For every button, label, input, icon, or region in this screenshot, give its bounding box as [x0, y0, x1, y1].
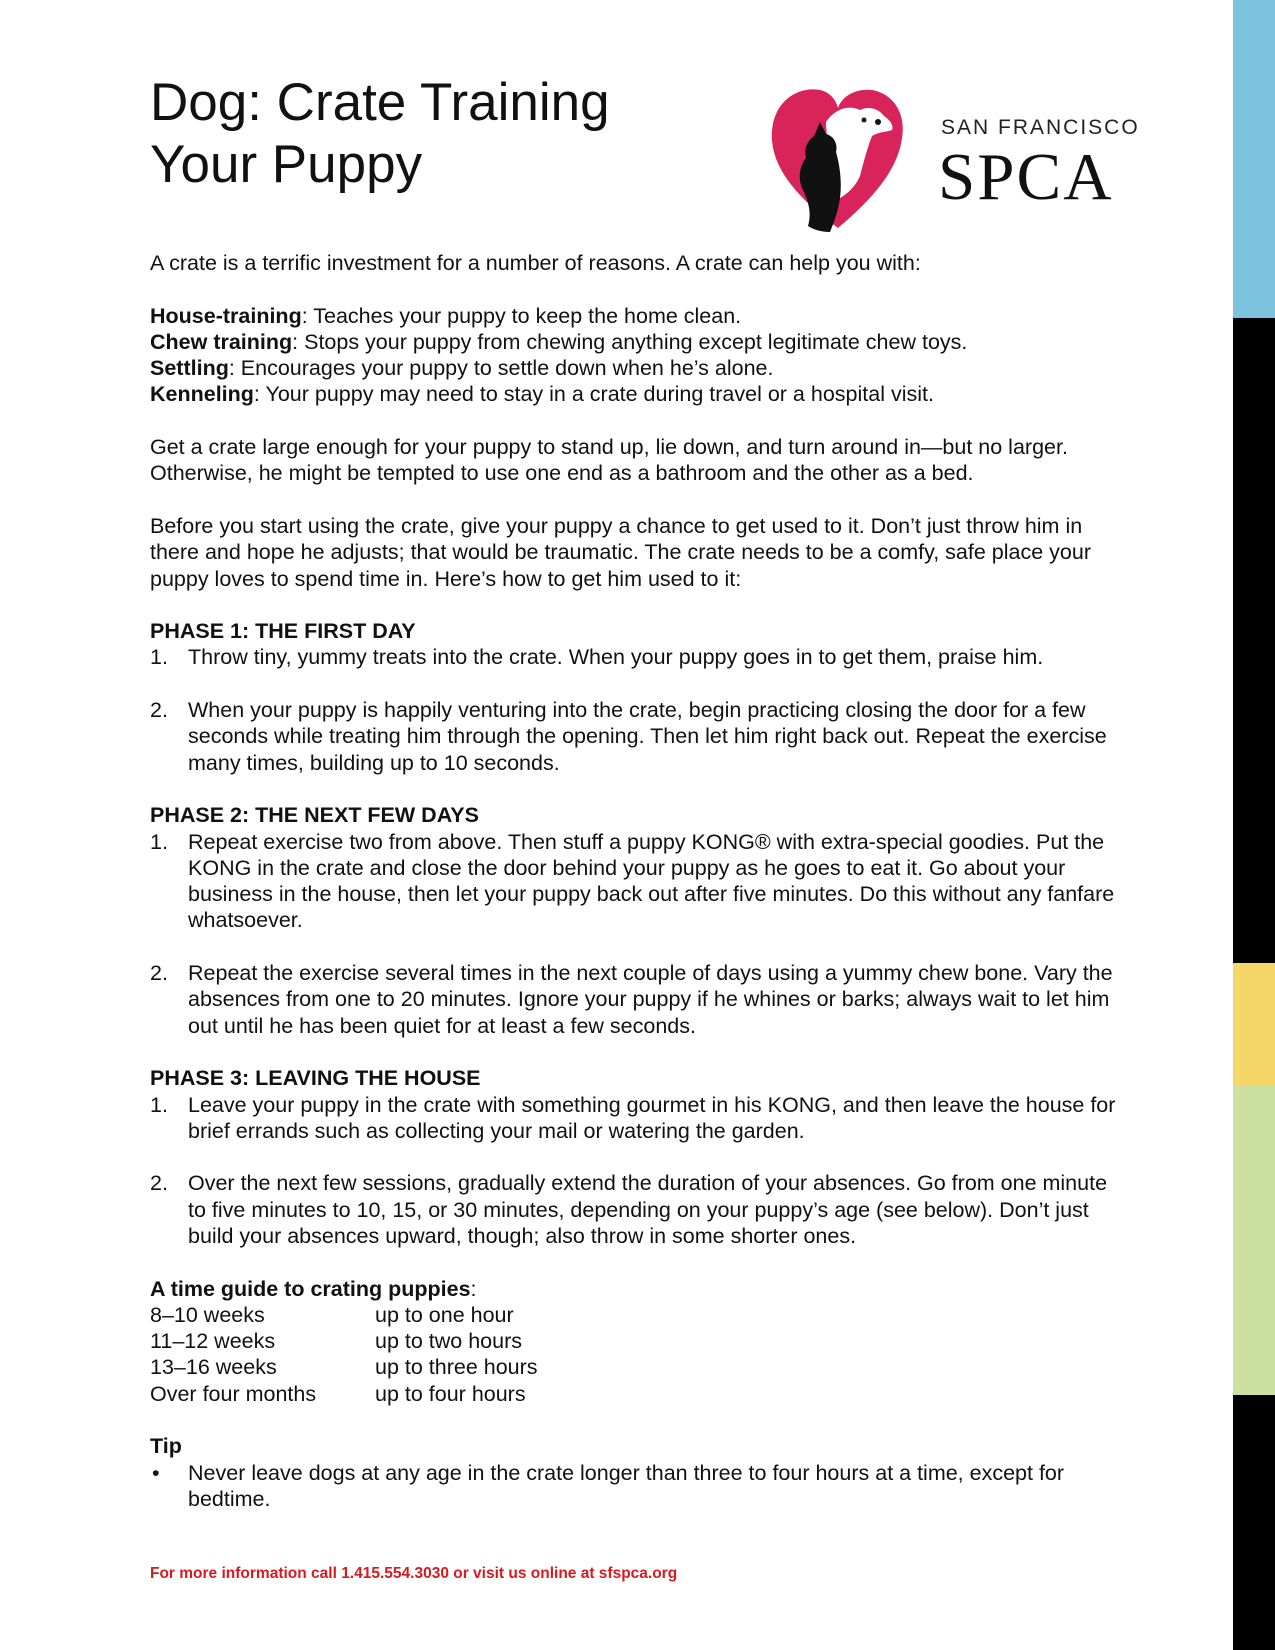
time-guide-title: A time guide to crating puppies:	[150, 1276, 477, 1301]
reason-term: Kenneling	[150, 382, 254, 407]
logo-san-francisco-text: SAN FRANCISCO	[941, 116, 1140, 139]
footer-contact: For more information call 1.415.554.3030 or visit us online at sfspca.org	[150, 1565, 678, 1582]
guide-duration: up to three hours	[375, 1355, 538, 1380]
reason-item	[150, 355, 1130, 381]
sidebar-band-black-bottom	[1233, 1395, 1275, 1650]
page-title	[150, 72, 610, 196]
step-item	[150, 1170, 1130, 1249]
tip-item	[150, 1460, 1130, 1513]
sidebar-band-green	[1233, 1085, 1275, 1395]
step-item	[150, 697, 1130, 776]
time-guide-row	[150, 1328, 1130, 1354]
phase-1-section	[150, 618, 1130, 776]
guide-age: Over four months	[150, 1381, 317, 1406]
document-body	[150, 250, 1130, 1512]
step-text: Over the next few sessions, gradually extend the duration of your absences. Go from one minute to five minutes to 10, 15, or 30 minutes, depending on your puppy’s age (see below). Don’t just build your absences upward, though; also throw in some shorter ones.	[188, 1171, 1108, 1248]
heart-dog-cat-logo-icon	[768, 86, 908, 236]
reason-text: : Your puppy may need to stay in a crate during travel or a hospital visit.	[253, 382, 934, 407]
tip-title: Tip	[150, 1434, 182, 1459]
step-item	[150, 960, 1130, 1039]
step-item	[150, 1092, 1130, 1145]
reasons-list	[150, 303, 1130, 408]
step-number: 1.	[150, 829, 168, 854]
step-text: Throw tiny, yummy treats into the crate. When your puppy goes in to get them, praise him.	[188, 645, 1044, 670]
step-item	[150, 644, 1130, 670]
reason-term: Chew training	[150, 329, 293, 354]
phase-2-steps	[150, 829, 1130, 1039]
step-number: 2.	[150, 961, 168, 986]
step-text: When your puppy is happily venturing into the crate, begin practicing closing the door for a few seconds while treating him through the opening. Then let him right back out. Repeat the exercise many times, building up to 10 seconds.	[188, 698, 1107, 775]
before-start-paragraph: Before you start using the crate, give your puppy a chance to get used to it. Don’t just throw him in there and hope he adjusts; that would be traumatic. The crate needs to be a comfy, safe place your puppy loves to spend time in. Here’s how to get him used to it:	[150, 513, 1091, 591]
time-guide	[150, 1276, 1130, 1407]
guide-age: 11–12 weeks	[150, 1329, 276, 1354]
color-sidebar	[1233, 0, 1275, 1650]
step-number: 1.	[150, 645, 168, 670]
step-number: 1.	[150, 1092, 168, 1117]
guide-duration: up to two hours	[375, 1329, 523, 1354]
phase-1-title: PHASE 1: THE FIRST DAY	[150, 619, 416, 644]
time-guide-row	[150, 1381, 1130, 1407]
intro-paragraph: A crate is a terrific investment for a number of reasons. A crate can help you with:	[150, 251, 921, 275]
time-guide-row	[150, 1302, 1130, 1328]
phase-3-steps	[150, 1092, 1130, 1250]
reason-term: House-training	[150, 303, 302, 328]
step-number: 2.	[150, 698, 168, 723]
step-text: Leave your puppy in the crate with something gourmet in his KONG, and then leave the house for brief errands such as collecting your mail or watering the garden.	[188, 1092, 1116, 1143]
reason-text: : Stops your puppy from chewing anything except legitimate chew toys.	[292, 329, 968, 354]
crate-size-paragraph: Get a crate large enough for your puppy to stand up, lie down, and turn around in—but no larger. Otherwise, he might be tempted to use one end as a bathroom and the other as a bed.	[150, 435, 1068, 486]
reason-text: : Teaches your puppy to keep the home clean.	[301, 303, 742, 328]
step-number: 2.	[150, 1171, 168, 1196]
time-guide-row	[150, 1354, 1130, 1380]
reason-term: Settling	[150, 356, 229, 381]
reason-item	[150, 381, 1130, 407]
reason-item	[150, 303, 1130, 329]
tip-section	[150, 1433, 1130, 1512]
guide-age: 13–16 weeks	[150, 1355, 277, 1380]
spca-logo	[768, 86, 1148, 236]
sidebar-band-yellow	[1233, 963, 1275, 1085]
sidebar-band-black-top	[1233, 318, 1275, 963]
step-item	[150, 829, 1130, 934]
tip-list	[150, 1460, 1130, 1513]
logo-spca-text: SPCA	[938, 140, 1114, 214]
reason-item	[150, 329, 1130, 355]
phase-1-steps	[150, 644, 1130, 775]
page-title-line2: Your Puppy	[150, 135, 423, 194]
bullet-icon: •	[152, 1460, 160, 1485]
step-text: Repeat the exercise several times in the next couple of days using a yummy chew bone. Vary the absences from one to 20 minutes. Ignore your puppy if he whines or barks; always wait to let him out until he has been quiet for at least a few seconds.	[188, 961, 1113, 1038]
phase-2-section	[150, 802, 1130, 1039]
step-text: Repeat exercise two from above. Then stuff a puppy KONG® with extra-special goodies. Put the KONG in the crate and close the door behind your puppy as he goes to eat it. Go about your business in the house, then let your puppy back out after five minutes. Do this without any fanfare whatsoever.	[188, 829, 1115, 933]
phase-3-title: PHASE 3: LEAVING THE HOUSE	[150, 1066, 481, 1091]
tip-text: Never leave dogs at any age in the crate longer than three to four hours at a time, except for bedtime.	[188, 1460, 1065, 1511]
guide-age: 8–10 weeks	[150, 1302, 265, 1327]
phase-3-section	[150, 1065, 1130, 1249]
phase-2-title: PHASE 2: THE NEXT FEW DAYS	[150, 803, 479, 828]
page-title-line1: Dog: Crate Training	[150, 73, 610, 132]
guide-duration: up to four hours	[375, 1381, 526, 1406]
guide-duration: up to one hour	[375, 1302, 514, 1327]
sidebar-band-blue	[1233, 0, 1275, 318]
reason-text: : Encourages your puppy to settle down when he’s alone.	[228, 356, 774, 381]
